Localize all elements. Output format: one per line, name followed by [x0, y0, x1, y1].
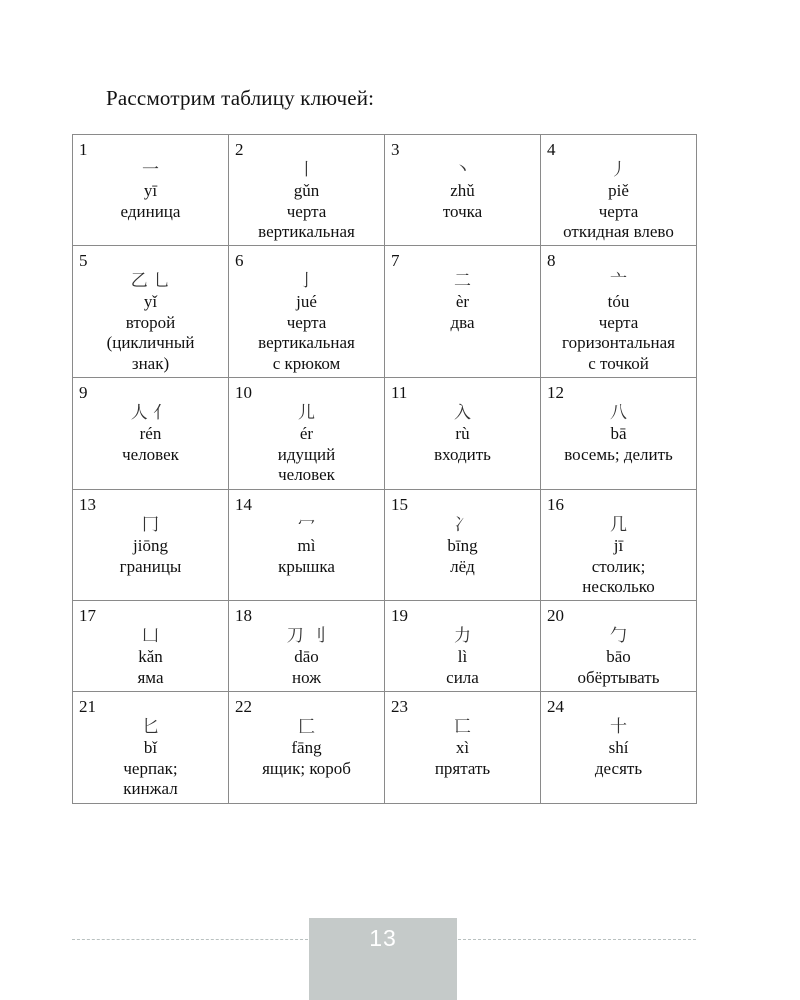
radical-number: 12 [547, 383, 564, 402]
table-row [73, 490, 697, 601]
radical-meaning: сила [446, 667, 479, 687]
radical-cell [541, 490, 697, 601]
radical-glyph: 儿 [298, 403, 315, 423]
radical-cell [541, 135, 697, 246]
radical-cell [385, 490, 541, 601]
radical-pinyin: bǐ [143, 738, 158, 757]
radical-meaning: черта [286, 201, 327, 221]
radical-pinyin: jī [613, 536, 624, 555]
radical-number: 18 [235, 606, 252, 625]
table-row [73, 246, 697, 378]
radical-number: 9 [79, 383, 88, 402]
radical-pinyin: piě [608, 181, 629, 200]
radical-meaning: десять [594, 758, 643, 778]
radical-meaning: ящик; короб [262, 758, 351, 778]
radical-number: 24 [547, 697, 564, 716]
radical-meaning: человек [122, 444, 179, 464]
radical-cell [385, 378, 541, 490]
radical-meaning: два [450, 312, 475, 332]
radical-cell [73, 135, 229, 246]
radical-number: 22 [235, 697, 252, 716]
radical-meaning: обёртывать [577, 667, 660, 687]
radical-pinyin: jué [296, 292, 317, 311]
radical-pinyin: shí [608, 738, 629, 757]
radical-glyph: 匚 [298, 717, 315, 737]
radical-cell [229, 601, 385, 692]
radical-pinyin: zhǔ [450, 181, 475, 200]
radical-glyph: 十 [610, 717, 627, 737]
radical-glyph: 冫 [454, 515, 471, 535]
radical-pinyin: rén [139, 424, 162, 443]
radical-cell [541, 246, 697, 378]
radical-glyph: 乙 乚 [130, 271, 171, 291]
radical-glyph: 几 [610, 515, 627, 535]
radical-meaning: откидная влево [563, 222, 674, 241]
radical-number: 8 [547, 251, 556, 270]
radical-glyph: 八 [610, 403, 627, 423]
radical-cell [229, 246, 385, 378]
radical-meaning: черта [286, 312, 327, 332]
radical-number: 19 [391, 606, 408, 625]
radical-meaning: человек [278, 465, 335, 484]
radical-number: 4 [547, 140, 556, 159]
radical-glyph: 冖 [298, 515, 315, 535]
radical-number: 10 [235, 383, 252, 402]
radical-glyph: 匕 [142, 717, 159, 737]
radical-pinyin: bāo [606, 647, 631, 666]
radical-glyph: 丶 [454, 160, 471, 180]
radical-glyph: 人 亻 [130, 403, 171, 423]
radical-cell [229, 490, 385, 601]
radical-meaning: несколько [582, 577, 655, 596]
radical-pinyin: èr [455, 292, 470, 311]
radical-pinyin: ér [299, 424, 314, 443]
intro-text: Рассмотрим таблицу ключей: [106, 86, 375, 110]
radical-meaning: черпак; [123, 758, 178, 778]
radical-pinyin: gǔn [293, 181, 320, 200]
radical-meaning: черта [598, 312, 639, 332]
radical-pinyin: rù [455, 424, 470, 443]
radical-number: 13 [79, 495, 96, 514]
radical-glyph: 丨 [298, 160, 315, 180]
radical-meaning: нож [292, 667, 321, 687]
radical-pinyin: lì [457, 647, 468, 666]
radical-meaning: горизонтальная [562, 333, 675, 352]
page-number: 13 [309, 918, 457, 1000]
radical-glyph: 凵 [142, 626, 159, 646]
radical-cell [541, 692, 697, 804]
radical-pinyin: xì [455, 738, 470, 757]
radical-number: 15 [391, 495, 408, 514]
radical-meaning: вертикальная [258, 222, 355, 241]
radical-glyph: 冂 [142, 515, 159, 535]
radical-cell [229, 692, 385, 804]
footer-divider-right [458, 939, 696, 940]
radical-pinyin: yī [143, 181, 158, 200]
radical-pinyin: mì [297, 536, 316, 555]
radical-glyph: 刀 刂 [286, 626, 327, 646]
radical-meaning: идущий [277, 444, 336, 464]
radical-number: 2 [235, 140, 244, 159]
radical-glyph: 力 [454, 626, 471, 646]
radical-meaning: восемь; делить [564, 444, 673, 464]
radical-meaning: вертикальная [258, 333, 355, 352]
radical-pinyin: fāng [291, 738, 322, 757]
radical-cell [385, 135, 541, 246]
radical-meaning: яма [137, 667, 164, 687]
radical-glyph: 一 [142, 160, 159, 180]
radical-meaning: знак) [131, 353, 170, 373]
radical-number: 23 [391, 697, 408, 716]
radical-number: 3 [391, 140, 400, 159]
radical-cell [73, 601, 229, 692]
radical-meaning: (цикличный [106, 333, 195, 352]
radical-pinyin: jiōng [133, 536, 168, 555]
radical-cell [385, 601, 541, 692]
radical-glyph: 丿 [610, 160, 627, 180]
radical-glyph: 勹 [610, 626, 627, 646]
radical-cell [541, 601, 697, 692]
radical-number: 16 [547, 495, 564, 514]
radical-cell [385, 692, 541, 804]
radicals-table [72, 134, 697, 804]
radical-meaning: с крюком [272, 353, 341, 373]
radical-meaning: столик; [591, 556, 646, 576]
radical-number: 20 [547, 606, 564, 625]
table-row [73, 135, 697, 246]
radical-cell [229, 378, 385, 490]
radical-number: 11 [391, 383, 408, 402]
table-row [73, 378, 697, 490]
footer-divider-left [72, 939, 308, 940]
radical-cell [73, 378, 229, 490]
radical-pinyin: tóu [607, 292, 630, 311]
radical-meaning: прятать [434, 758, 491, 778]
radical-glyph: 亠 [610, 271, 627, 291]
table-row [73, 692, 697, 804]
table-row [73, 601, 697, 692]
radicals-table-body [73, 135, 697, 804]
radical-meaning: входить [434, 444, 491, 464]
radical-cell [73, 246, 229, 378]
radical-cell [73, 490, 229, 601]
radical-number: 6 [235, 251, 244, 270]
radical-number: 17 [79, 606, 96, 625]
radical-glyph: 亅 [298, 271, 315, 291]
radical-meaning: крышка [278, 556, 335, 576]
radical-number: 14 [235, 495, 252, 514]
radical-meaning: единица [120, 201, 181, 221]
radical-number: 5 [79, 251, 88, 270]
radical-meaning: черта [598, 201, 639, 221]
radical-pinyin: kǎn [138, 647, 163, 666]
radical-cell [385, 246, 541, 378]
radical-pinyin: yǐ [143, 292, 158, 311]
radical-number: 1 [79, 140, 88, 159]
radical-pinyin: bā [610, 424, 627, 443]
radical-pinyin: dāo [294, 647, 319, 666]
radical-glyph: 匸 [454, 717, 471, 737]
radical-meaning: точка [442, 201, 483, 221]
radical-meaning: границы [119, 556, 182, 576]
radical-pinyin: bīng [447, 536, 478, 555]
radical-meaning: второй [125, 312, 176, 332]
radical-cell [73, 692, 229, 804]
radical-glyph: 二 [454, 271, 471, 291]
radical-meaning: кинжал [123, 779, 178, 798]
radical-cell [229, 135, 385, 246]
radical-cell [541, 378, 697, 490]
radical-glyph: 入 [454, 403, 471, 423]
radical-meaning: лёд [450, 556, 475, 576]
radical-number: 21 [79, 697, 96, 716]
radical-number: 7 [391, 251, 400, 270]
radical-meaning: с точкой [588, 353, 649, 373]
